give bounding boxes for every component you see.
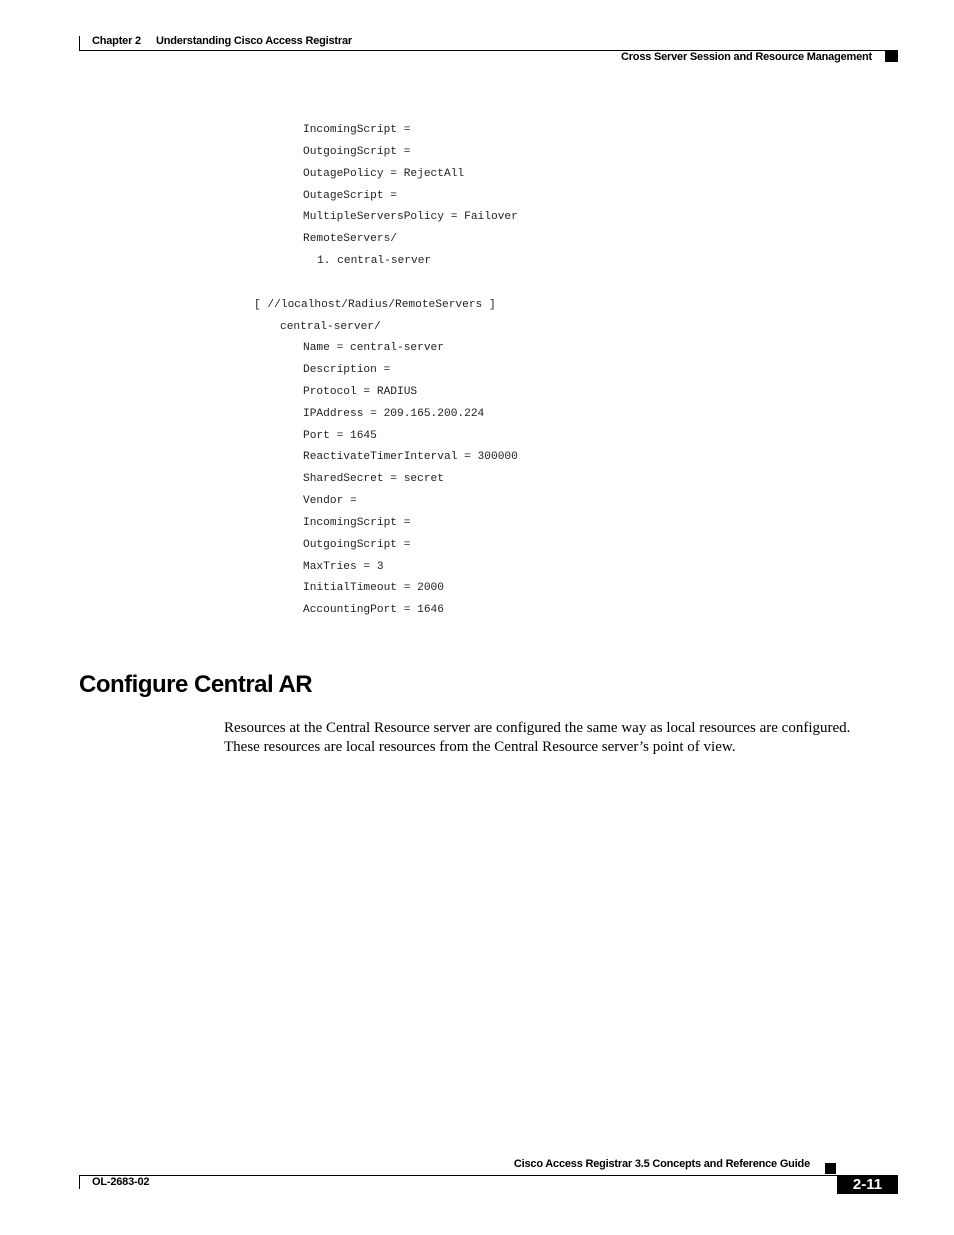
header-section-title: Cross Server Session and Resource Management: [620, 51, 872, 63]
code-line: central-server/: [280, 321, 381, 333]
code-line: InitialTimeout = 2000: [303, 582, 444, 594]
code-line: RemoteServers/: [303, 233, 397, 245]
code-line: SharedSecret = secret: [303, 473, 444, 485]
code-line: MaxTries = 3: [303, 561, 384, 573]
code-line: Protocol = RADIUS: [303, 386, 418, 398]
footer-marker-block: [825, 1163, 836, 1174]
body-paragraph: [224, 719, 904, 757]
code-line: 1. central-server: [317, 255, 432, 267]
code-line: OutgoingScript =: [303, 539, 411, 551]
footer-rule: [79, 1175, 898, 1176]
header-marker-block: [885, 51, 898, 62]
footer-doc-number: OL-2683-02: [92, 1176, 150, 1188]
header-vertical-rule: [79, 36, 80, 50]
code-line: OutageScript =: [303, 190, 397, 202]
body-paragraph-line: These resources are local resources from the Central Resource server’s point of view.: [224, 739, 736, 755]
code-line: MultipleServersPolicy = Failover: [303, 211, 518, 223]
code-line: AccountingPort = 1646: [303, 604, 444, 616]
code-line: [ //localhost/Radius/RemoteServers ]: [254, 299, 496, 311]
code-line: OutgoingScript =: [303, 146, 411, 158]
code-line: Description =: [303, 364, 391, 376]
section-heading: Configure Central AR: [79, 671, 313, 698]
header-chapter-title: Understanding Cisco Access Registrar: [156, 35, 352, 47]
code-line: Port = 1645: [303, 430, 377, 442]
code-line: Name = central-server: [303, 342, 444, 354]
footer-guide-title: Cisco Access Registrar 3.5 Concepts and Reference Guide: [513, 1158, 810, 1170]
footer-vertical-rule: [79, 1175, 80, 1189]
body-paragraph-line: Resources at the Central Resource server are configured the same way as local resources are configured.: [224, 720, 851, 736]
code-line: IncomingScript =: [303, 124, 411, 136]
code-line: Vendor =: [303, 495, 357, 507]
code-line: OutagePolicy = RejectAll: [303, 168, 465, 180]
header-chapter: Chapter 2: [92, 35, 141, 47]
code-line: IPAddress = 209.165.200.224: [303, 408, 485, 420]
code-line: ReactivateTimerInterval = 300000: [303, 451, 518, 463]
code-line: IncomingScript =: [303, 517, 411, 529]
page-number: 2-11: [837, 1175, 898, 1194]
